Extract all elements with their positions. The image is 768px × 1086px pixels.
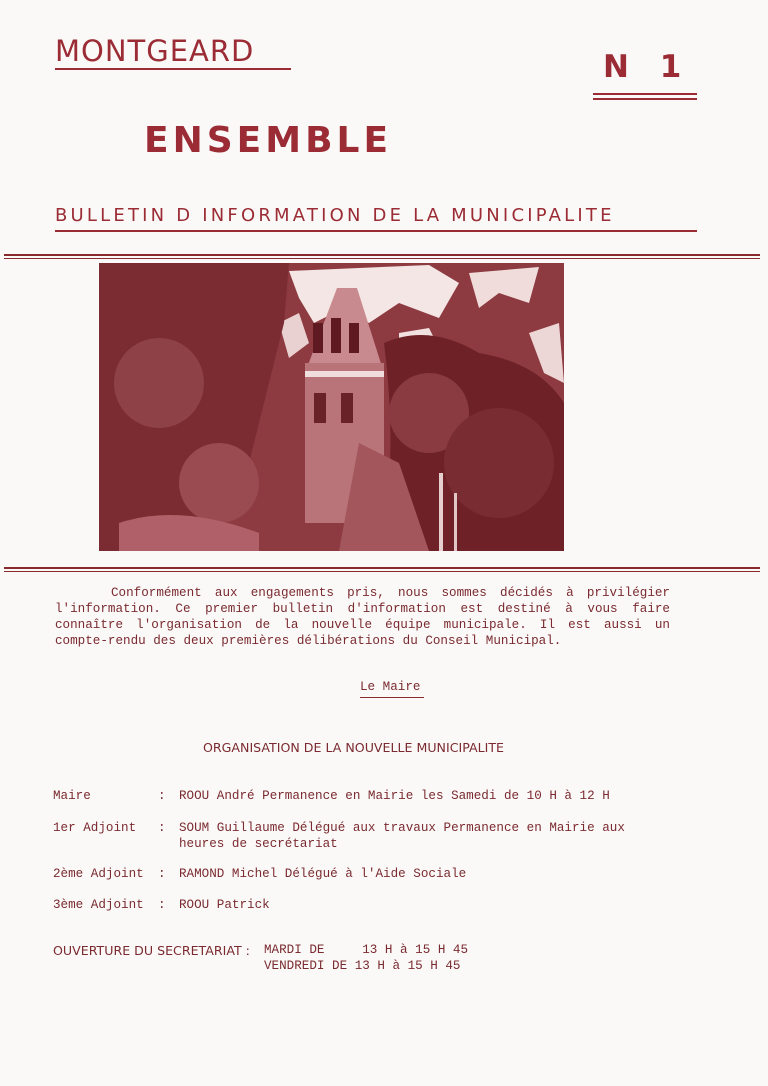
bulletin-subtitle: BULLETIN D INFORMATION DE LA MUNICIPALITE (55, 205, 615, 226)
church-bell-tower-photo (99, 263, 564, 551)
member-role: Maire (53, 789, 91, 803)
member-description: ROOU Patrick (179, 898, 270, 912)
member-description: RAMOND Michel Délégué à l'Aide Sociale (179, 867, 467, 881)
member-separator: : (158, 789, 166, 803)
bottom-divider-1 (4, 567, 760, 569)
village-name: MONTGEARD (55, 34, 255, 68)
village-underline (55, 68, 291, 70)
member-description: ROOU André Permanence en Mairie les Samedi de 10 H à 12 H (179, 789, 610, 803)
member-role: 2ème Adjoint (53, 867, 144, 881)
intro-text: Conformément aux engagements pris, nous sommes décidés à privilégier l'information. Ce premier bulletin d'information est destiné à vous faire connaître l'organisation de la nouvelle équipe municipale. Il est aussi un compte-rendu des deux premières délibérations du Conseil Municipal. (55, 586, 670, 648)
member-separator: : (158, 898, 166, 912)
bulletin-title: ENSEMBLE (144, 120, 393, 161)
signature: Le Maire (360, 680, 421, 694)
top-divider-1 (4, 254, 760, 256)
secretariat-label: OUVERTURE DU SECRETARIAT : (53, 943, 250, 958)
top-divider-2 (4, 258, 760, 259)
issue-number: N 1 (603, 49, 685, 85)
member-role: 1er Adjoint (53, 821, 137, 835)
secretariat-hours-tuesday: MARDI DE 13 H à 15 H 45 (264, 943, 469, 957)
signature-underline (360, 697, 424, 698)
secretariat-hours-friday: VENDREDI DE 13 H à 15 H 45 (264, 959, 461, 973)
member-description: SOUM Guillaume Délégué aux travaux Permanence en Mairie aux heures de secrétariat (179, 821, 625, 851)
organisation-heading: ORGANISATION DE LA NOUVELLE MUNICIPALITE (203, 740, 504, 755)
bottom-divider-2 (4, 571, 760, 572)
member-role: 3ème Adjoint (53, 898, 144, 912)
intro-paragraph (55, 585, 670, 649)
member-separator: : (158, 821, 166, 835)
issue-underline-top (593, 93, 697, 95)
subtitle-underline (55, 230, 697, 232)
issue-underline-bottom (593, 98, 697, 100)
member-separator: : (158, 867, 166, 881)
